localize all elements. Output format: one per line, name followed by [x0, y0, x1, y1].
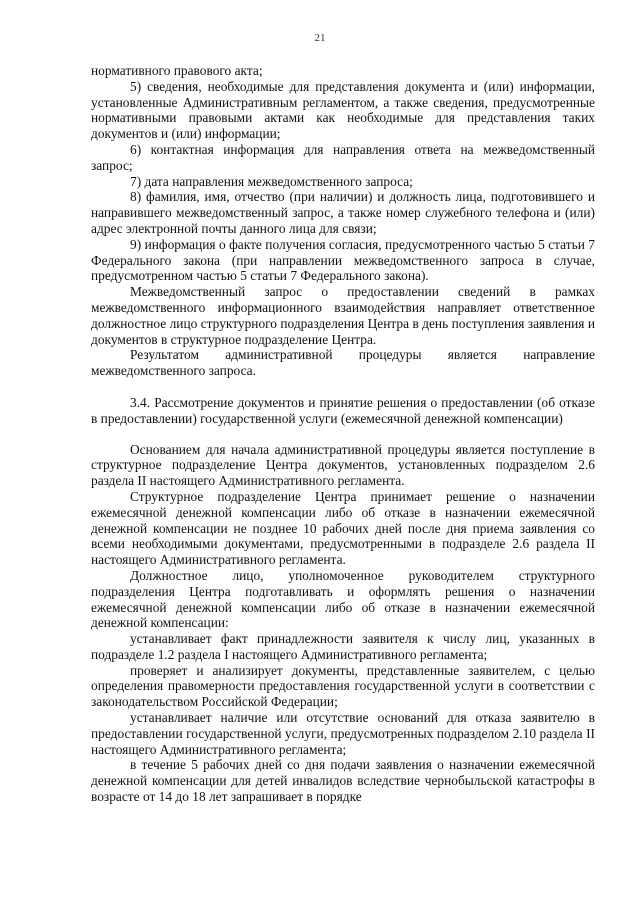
paragraph: 8) фамилия, имя, отчество (при наличии) и должность лица, подготовившего и направившего межведомственный запрос, а также номер служебного телефона и (или) адрес электронной почты данного лица для связи;: [91, 189, 595, 236]
paragraph: Результатом административной процедуры является направление межведомственного запроса.: [91, 347, 595, 379]
spacer: [91, 379, 595, 395]
paragraph: 9) информация о факте получения согласия, предусмотренного частью 5 статьи 7 Федерального закона (при направлении межведомственного запроса в случае, предусмотренном частью 5 статьи 7 Федерального закона).: [91, 236, 595, 284]
document-body: [91, 63, 595, 805]
spacer: [91, 427, 595, 442]
section-heading: 3.4. Рассмотрение документов и принятие решения о предоставлении (об отказе в предоставлении) государственной услуги (ежемесячной денежной компенсации): [91, 394, 595, 426]
paragraphs-top: [91, 63, 595, 379]
paragraph: устанавливает наличие или отсутствие оснований для отказа заявителю в предоставлении государственной услуги, предусмотренных подразделом 2.10 раздела II настоящего Административного регламента;: [91, 710, 595, 757]
paragraph: 5) сведения, необходимые для представления документа и (или) информации, установленные Административным регламентом, а также сведения, предусмотренные нормативными правовыми актами как необходимые для представления таких документов и (или) информации;: [91, 78, 595, 142]
paragraph: Структурное подразделение Центра принимает решение о назначении ежемесячной денежной компенсации либо об отказе в назначении ежемесячной денежной компенсации не позднее 10 рабочих дней после дня приема заявления со всеми необходимыми документами, предусмотренными в подразделе 2.6 раздела II настоящего Административного регламента.: [91, 488, 595, 568]
page-number: 21: [314, 32, 326, 44]
paragraph: в течение 5 рабочих дней со дня подачи заявления о назначении ежемесячной денежной компенсации для детей инвалидов вследствие чернобыльской катастрофы в возрасте от 14 до 18 лет запрашивает в порядке: [91, 757, 595, 805]
paragraphs-bottom: [91, 442, 595, 805]
paragraph: Межведомственный запрос о предоставлении сведений в рамках межведомственного информационного взаимодействия направляет ответственное должностное лицо структурного подразделения Центра в день поступления заявления и документов в структурное подразделение Центра.: [91, 284, 595, 347]
paragraph: нормативного правового акта;: [91, 63, 263, 78]
paragraph: 7) дата направления межведомственного запроса;: [130, 173, 413, 189]
paragraph: проверяет и анализирует документы, представленные заявителем, с целью определения правомерности предоставления государственной услуги в соответствии с законодательством Российской Федерации;: [91, 662, 595, 710]
paragraph: 6) контактная информация для направления ответа на межведомственный запрос;: [91, 141, 595, 173]
paragraph: Основанием для начала административной процедуры является поступление в структурное подразделение Центра документов, установленных подразделом 2.6 раздела II настоящего Административного регламента.: [91, 441, 595, 489]
paragraph: Должностное лицо, уполномоченное руководителем структурного подразделения Центра подготавливать и оформлять решения о назначении ежемесячной денежной компенсации либо об отказе в назначении ежемесячной денежной компенсации:: [91, 567, 595, 631]
paragraph: устанавливает факт принадлежности заявителя к числу лиц, указанных в подразделе 1.2 раздела I настоящего Административного регламента;: [91, 631, 595, 662]
